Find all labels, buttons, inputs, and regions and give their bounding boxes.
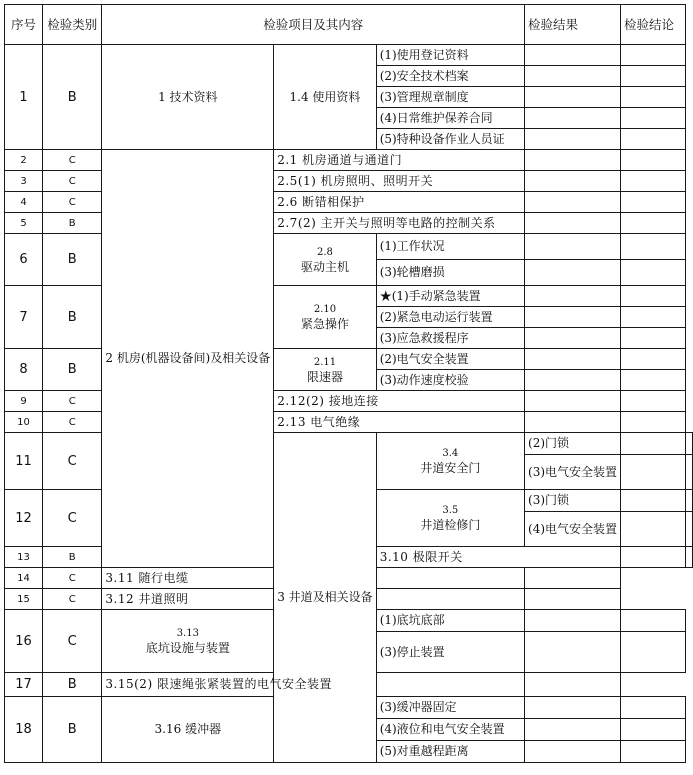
- item-text: 2.12(2) 接地连接: [274, 391, 525, 412]
- conclusion-cell[interactable]: [621, 286, 686, 307]
- category-shaft: 3 井道及相关设备: [274, 433, 376, 763]
- conclusion-cell[interactable]: [686, 455, 693, 490]
- conclusion-cell[interactable]: [621, 108, 686, 129]
- row-type: B: [43, 697, 102, 763]
- detail-item: (2)安全技术档案: [376, 66, 524, 87]
- result-cell[interactable]: [376, 673, 524, 697]
- header-type: 检验类别: [43, 5, 102, 45]
- result-cell[interactable]: [525, 307, 621, 328]
- sub-item-label: 限速器: [306, 369, 343, 384]
- conclusion-cell[interactable]: [525, 568, 621, 589]
- row-type: B: [43, 673, 102, 697]
- row-no: 7: [5, 286, 43, 349]
- result-cell[interactable]: [621, 512, 686, 547]
- conclusion-cell[interactable]: [686, 433, 693, 455]
- result-cell[interactable]: [525, 171, 621, 192]
- result-cell[interactable]: [525, 412, 621, 433]
- detail-item: (3)门锁: [525, 490, 621, 512]
- row-type: B: [43, 213, 102, 234]
- result-cell[interactable]: [525, 610, 621, 632]
- row-type: B: [43, 45, 102, 150]
- row-type: B: [43, 286, 102, 349]
- result-cell[interactable]: [525, 719, 621, 741]
- result-cell[interactable]: [525, 370, 621, 391]
- sub-item-number: 3.13: [176, 628, 199, 639]
- detail-item: (4)液位和电气安全装置: [376, 719, 524, 741]
- detail-item: (3)停止装置: [376, 632, 524, 673]
- row-no: 3: [5, 171, 43, 192]
- sub-item-label: 3.16 缓冲器: [102, 697, 274, 763]
- sub-item-label: 驱动主机: [300, 259, 349, 274]
- row-no: 18: [5, 697, 43, 763]
- conclusion-cell[interactable]: [621, 66, 686, 87]
- result-cell[interactable]: [525, 87, 621, 108]
- row-type: C: [43, 412, 102, 433]
- conclusion-cell[interactable]: [686, 547, 693, 568]
- result-cell[interactable]: [525, 632, 621, 673]
- row-type: C: [43, 610, 102, 673]
- detail-item: (3)动作速度校验: [376, 370, 524, 391]
- item-text: 2.7(2) 主开关与照明等电路的控制关系: [274, 213, 525, 234]
- conclusion-cell[interactable]: [621, 87, 686, 108]
- item-text: 3.10 极限开关: [376, 547, 620, 568]
- row-type: C: [43, 433, 102, 490]
- conclusion-cell[interactable]: [621, 307, 686, 328]
- row-no: 2: [5, 150, 43, 171]
- detail-item: (3)轮槽磨损: [376, 260, 524, 286]
- conclusion-cell[interactable]: [621, 370, 686, 391]
- result-cell[interactable]: [376, 589, 524, 610]
- row-type: C: [43, 171, 102, 192]
- conclusion-cell[interactable]: [621, 328, 686, 349]
- row-type: B: [43, 349, 102, 391]
- detail-item: (4)日常维护保养合同: [376, 108, 524, 129]
- sub-item: [274, 286, 376, 349]
- row-type: C: [43, 490, 102, 547]
- detail-item: (3)应急救援程序: [376, 328, 524, 349]
- header-items: 检验项目及其内容: [102, 5, 525, 45]
- conclusion-cell[interactable]: [621, 234, 686, 260]
- conclusion-cell[interactable]: [621, 129, 686, 150]
- detail-item: (2)电气安全装置: [376, 349, 524, 370]
- conclusion-cell[interactable]: [621, 610, 686, 632]
- sub-item: [102, 610, 274, 673]
- row-no: 1: [5, 45, 43, 150]
- sub-item-number: 2.10: [313, 304, 337, 315]
- row-no: 6: [5, 234, 43, 286]
- result-cell[interactable]: [621, 547, 686, 568]
- result-cell[interactable]: [525, 328, 621, 349]
- sub-item: [376, 490, 524, 547]
- conclusion-cell[interactable]: [621, 192, 686, 213]
- sub-item-number: 3.4: [442, 448, 459, 459]
- sub-item-number: 2.11: [313, 356, 337, 368]
- table-row: [5, 150, 693, 171]
- detail-item: (2)门锁: [525, 433, 621, 455]
- detail-item: (3)缓冲器固定: [376, 697, 524, 719]
- item-text: 3.12 井道照明: [102, 589, 376, 610]
- row-no: 8: [5, 349, 43, 391]
- category-machine-room: 2 机房(机器设备间)及相关设备: [102, 150, 274, 568]
- result-cell[interactable]: [376, 568, 524, 589]
- result-cell[interactable]: [525, 66, 621, 87]
- conclusion-cell[interactable]: [621, 45, 686, 66]
- row-no: 12: [5, 490, 43, 547]
- conclusion-cell[interactable]: [621, 412, 686, 433]
- result-cell[interactable]: [525, 391, 621, 412]
- sub-item-number: 2.8: [317, 246, 333, 258]
- item-text: 2.6 断错相保护: [274, 192, 525, 213]
- sub-item-label: 紧急操作: [300, 317, 349, 331]
- table-row: [5, 568, 693, 589]
- conclusion-cell[interactable]: [621, 349, 686, 370]
- result-cell[interactable]: [525, 260, 621, 286]
- detail-item: (3)管理规章制度: [376, 87, 524, 108]
- result-cell[interactable]: [621, 455, 686, 490]
- inspection-table: [4, 4, 693, 763]
- row-no: 17: [5, 673, 43, 697]
- row-no: 5: [5, 213, 43, 234]
- row-no: 15: [5, 589, 43, 610]
- detail-item: (3)电气安全装置: [525, 455, 621, 490]
- result-cell[interactable]: [525, 349, 621, 370]
- detail-item: (2)紧急电动运行装置: [376, 307, 524, 328]
- row-type: C: [43, 391, 102, 412]
- category-technical-docs: 1 技术资料: [102, 45, 274, 150]
- detail-item: (1)使用登记资料: [376, 45, 524, 66]
- conclusion-cell[interactable]: [621, 171, 686, 192]
- item-text: 2.13 电气绝缘: [274, 412, 525, 433]
- row-no: 4: [5, 192, 43, 213]
- row-no: 14: [5, 568, 43, 589]
- row-type: C: [43, 568, 102, 589]
- detail-item: (5)特种设备作业人员证: [376, 129, 524, 150]
- result-cell[interactable]: [525, 108, 621, 129]
- row-type: B: [43, 547, 102, 568]
- sub-item: 1.4 使用资料: [274, 45, 376, 150]
- item-text: 3.11 随行电缆: [102, 568, 376, 589]
- result-cell[interactable]: [525, 192, 621, 213]
- row-type: C: [43, 150, 102, 171]
- conclusion-cell[interactable]: [621, 632, 686, 673]
- table-row: [5, 45, 693, 66]
- header-conclusion: 检验结论: [621, 5, 686, 45]
- sub-item: [274, 234, 376, 286]
- sub-item-label: 底坑设施与装置: [145, 641, 230, 655]
- item-text: 2.1 机房通道与通道门: [274, 150, 525, 171]
- row-no: 16: [5, 610, 43, 673]
- conclusion-cell[interactable]: [525, 589, 621, 610]
- detail-item: (1)底坑底部: [376, 610, 524, 632]
- conclusion-cell[interactable]: [621, 150, 686, 171]
- conclusion-cell[interactable]: [686, 512, 693, 547]
- result-cell[interactable]: [525, 150, 621, 171]
- row-no: 13: [5, 547, 43, 568]
- result-cell[interactable]: [525, 213, 621, 234]
- row-no: 10: [5, 412, 43, 433]
- conclusion-cell[interactable]: [621, 260, 686, 286]
- result-cell[interactable]: [525, 234, 621, 260]
- result-cell[interactable]: [621, 490, 686, 512]
- sub-item-number: 3.5: [442, 505, 459, 516]
- result-cell[interactable]: [621, 433, 686, 455]
- item-text: 3.15(2) 限速绳张紧装置的电气安全装置: [102, 673, 376, 697]
- table-row: [5, 673, 693, 697]
- row-no: 9: [5, 391, 43, 412]
- conclusion-cell[interactable]: [525, 673, 621, 697]
- result-cell[interactable]: [525, 286, 621, 307]
- sub-item-label: 井道安全门: [420, 461, 481, 475]
- row-type: C: [43, 589, 102, 610]
- result-cell[interactable]: [525, 129, 621, 150]
- item-text: 2.5(1) 机房照明、照明开关: [274, 171, 525, 192]
- detail-item: ★(1)手动紧急装置: [376, 286, 524, 307]
- detail-item: (1)工作状况: [376, 234, 524, 260]
- conclusion-cell[interactable]: [686, 490, 693, 512]
- detail-item: (4)电气安全装置: [525, 512, 621, 547]
- row-type: C: [43, 192, 102, 213]
- row-no: 11: [5, 433, 43, 490]
- result-cell[interactable]: [525, 45, 621, 66]
- detail-item: (5)对重越程距离: [376, 741, 524, 763]
- sub-item: [376, 433, 524, 490]
- conclusion-cell[interactable]: [621, 741, 686, 763]
- sub-item-label: 井道检修门: [420, 518, 481, 532]
- sub-item: [274, 349, 376, 391]
- result-cell[interactable]: [525, 697, 621, 719]
- header-row: [5, 5, 693, 45]
- result-cell[interactable]: [525, 741, 621, 763]
- conclusion-cell[interactable]: [621, 719, 686, 741]
- conclusion-cell[interactable]: [621, 213, 686, 234]
- conclusion-cell[interactable]: [621, 391, 686, 412]
- header-no: 序号: [5, 5, 43, 45]
- header-result: 检验结果: [525, 5, 621, 45]
- row-type: B: [43, 234, 102, 286]
- conclusion-cell[interactable]: [621, 697, 686, 719]
